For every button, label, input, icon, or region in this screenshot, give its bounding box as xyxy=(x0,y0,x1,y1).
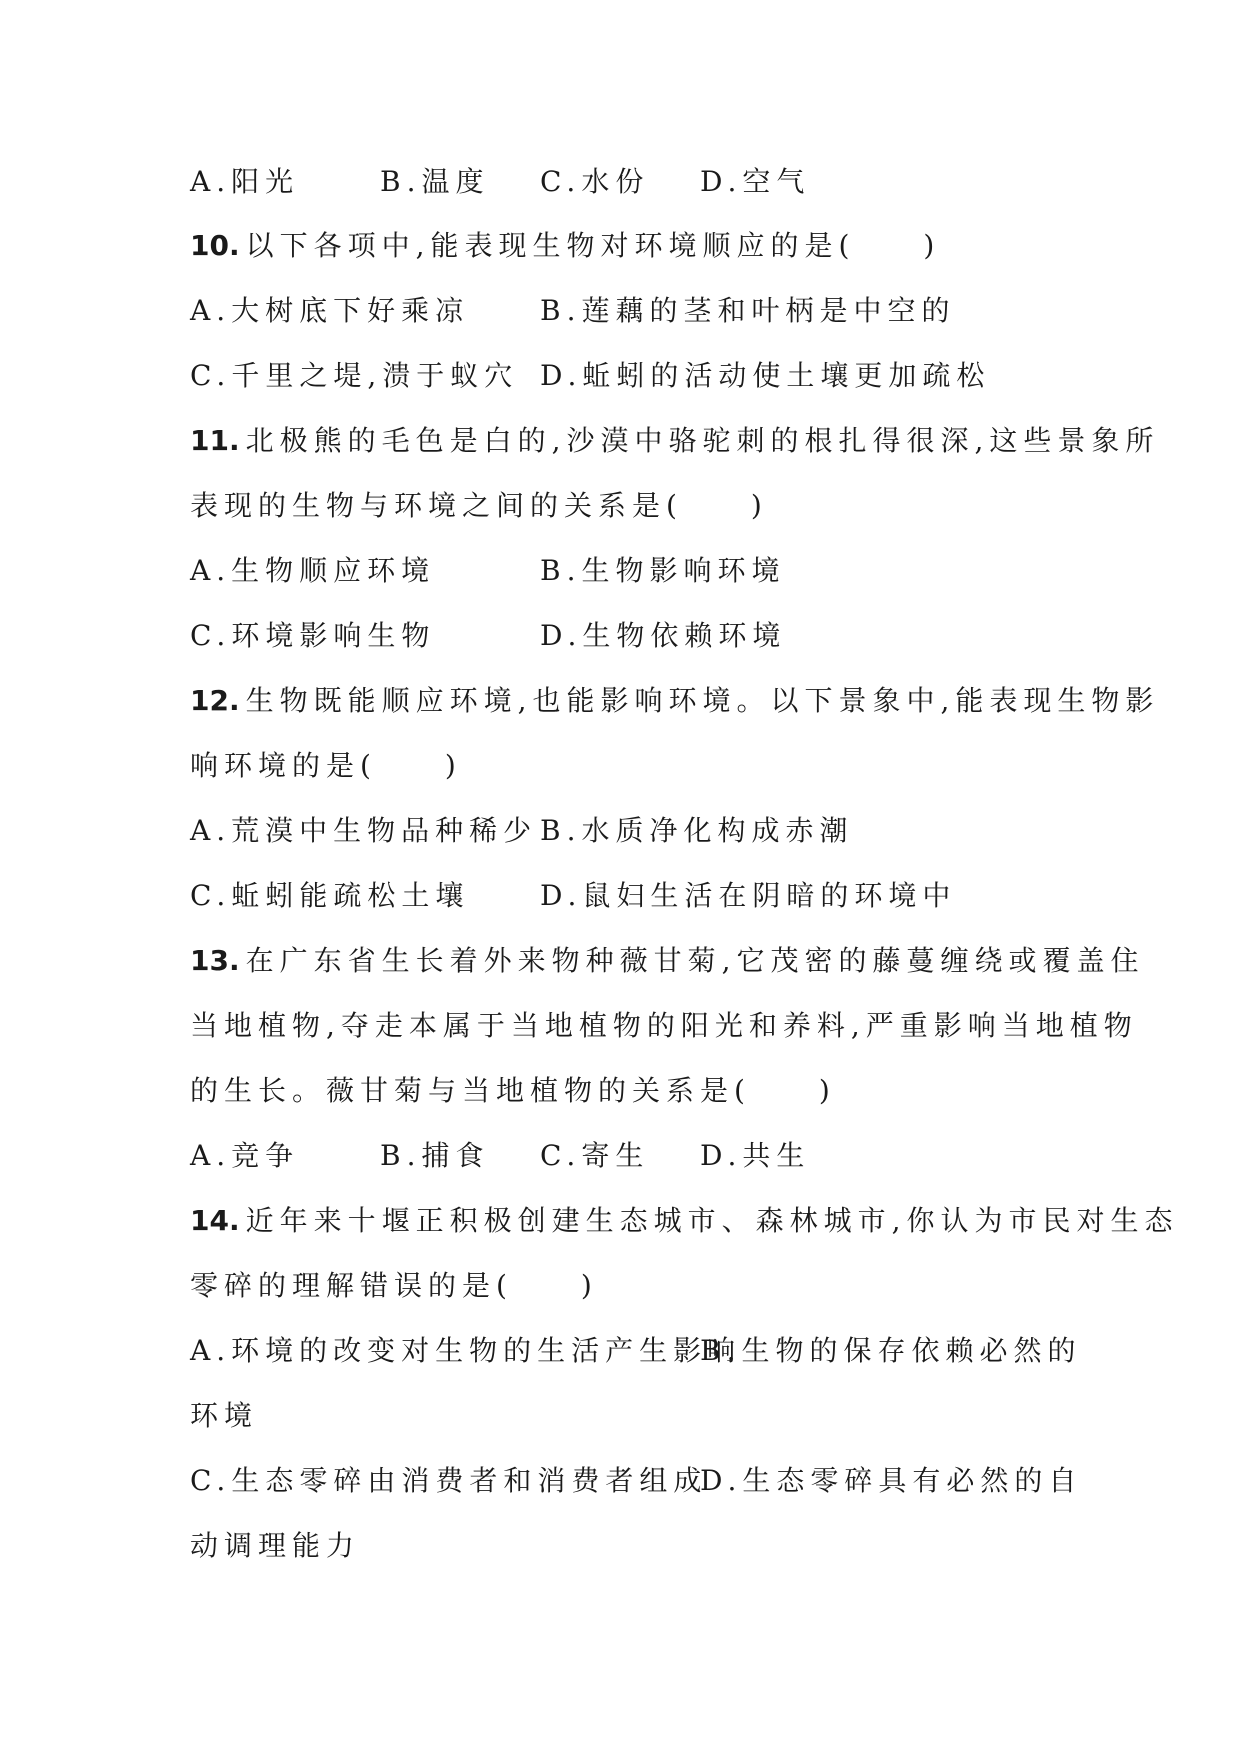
q13-option-b: B.捕食 xyxy=(380,1139,490,1172)
q11-option-a: A.生物顺应环境 xyxy=(190,554,436,587)
q12-option-b: B.水质净化构成赤潮 xyxy=(540,814,854,847)
q12-stem-line2: 响环境的是( ) xyxy=(190,749,462,782)
q13-option-c: C.寄生 xyxy=(540,1139,650,1172)
q12-option-d: D.鼠妇生活在阴暗的环境中 xyxy=(540,879,957,912)
q11-stem-line2: 表现的生物与环境之间的关系是( ) xyxy=(190,489,768,522)
q14-option-b-line1: B.生物的保存依赖必然的 xyxy=(700,1334,1082,1367)
q10-stem xyxy=(190,226,940,266)
q9-option-b: B.温度 xyxy=(380,165,490,198)
q12-stem-text-1: 生物既能顺应环境,也能影响环境。以下景象中,能表现生物影 xyxy=(245,684,1160,717)
q11-option-d: D.生物依赖环境 xyxy=(540,619,787,652)
q10-stem-text: 以下各项中,能表现生物对环境顺应的是( ) xyxy=(245,229,941,262)
q11-option-c: C.环境影响生物 xyxy=(190,619,436,652)
q9-option-c: C.水份 xyxy=(540,165,650,198)
q9-option-a: A.阳光 xyxy=(190,165,300,198)
q13-option-a: A.竞争 xyxy=(190,1139,300,1172)
q11-number: 11. xyxy=(190,424,240,457)
q14-option-d-line2: 动调理能力 xyxy=(190,1529,361,1562)
q14-number: 14. xyxy=(190,1204,240,1237)
q13-stem-line3: 的生长。薇甘菊与当地植物的关系是( ) xyxy=(190,1074,836,1107)
q11-stem-text-1: 北极熊的毛色是白的,沙漠中骆驼刺的根扎得很深,这些景象所 xyxy=(245,424,1160,457)
q13-option-d: D.共生 xyxy=(700,1139,811,1172)
q13-stem-line2: 当地植物,夺走本属于当地植物的阳光和养料,严重影响当地植物 xyxy=(190,1009,1138,1042)
q14-option-a: A.环境的改变对生物的生活产生影响 xyxy=(190,1334,742,1367)
q14-option-d-line1: D.生态零碎具有必然的自 xyxy=(700,1464,1083,1497)
q14-option-b-line2: 环境 xyxy=(190,1399,259,1432)
q9-option-d: D.空气 xyxy=(700,165,811,198)
q10-number: 10. xyxy=(190,229,240,262)
q14-stem-line2: 零碎的理解错误的是( ) xyxy=(190,1269,598,1302)
q10-option-c: C.千里之堤,溃于蚁穴 xyxy=(190,359,519,392)
q14-stem-text-1: 近年来十堰正积极创建生态城市、森林城市,你认为市民对生态 xyxy=(245,1204,1179,1237)
q14-stem-line1 xyxy=(190,1201,1179,1241)
q13-stem-line1 xyxy=(190,941,1145,981)
q12-option-a: A.荒漠中生物品种稀少 xyxy=(190,814,538,847)
q12-option-c: C.蚯蚓能疏松土壤 xyxy=(190,879,470,912)
q12-number: 12. xyxy=(190,684,240,717)
q10-option-a: A.大树底下好乘凉 xyxy=(190,294,470,327)
q12-stem-line1 xyxy=(190,681,1159,721)
q10-option-b: B.莲藕的茎和叶柄是中空的 xyxy=(540,294,956,327)
q11-stem-line1 xyxy=(190,421,1159,461)
q10-option-d: D.蚯蚓的活动使土壤更加疏松 xyxy=(540,359,991,392)
q13-number: 13. xyxy=(190,944,240,977)
q11-option-b: B.生物影响环境 xyxy=(540,554,786,587)
q14-option-c: C.生态零碎由消费者和消费者组成 xyxy=(190,1464,708,1497)
q13-stem-text-1: 在广东省生长着外来物种薇甘菊,它茂密的藤蔓缠绕或覆盖住 xyxy=(245,944,1145,977)
